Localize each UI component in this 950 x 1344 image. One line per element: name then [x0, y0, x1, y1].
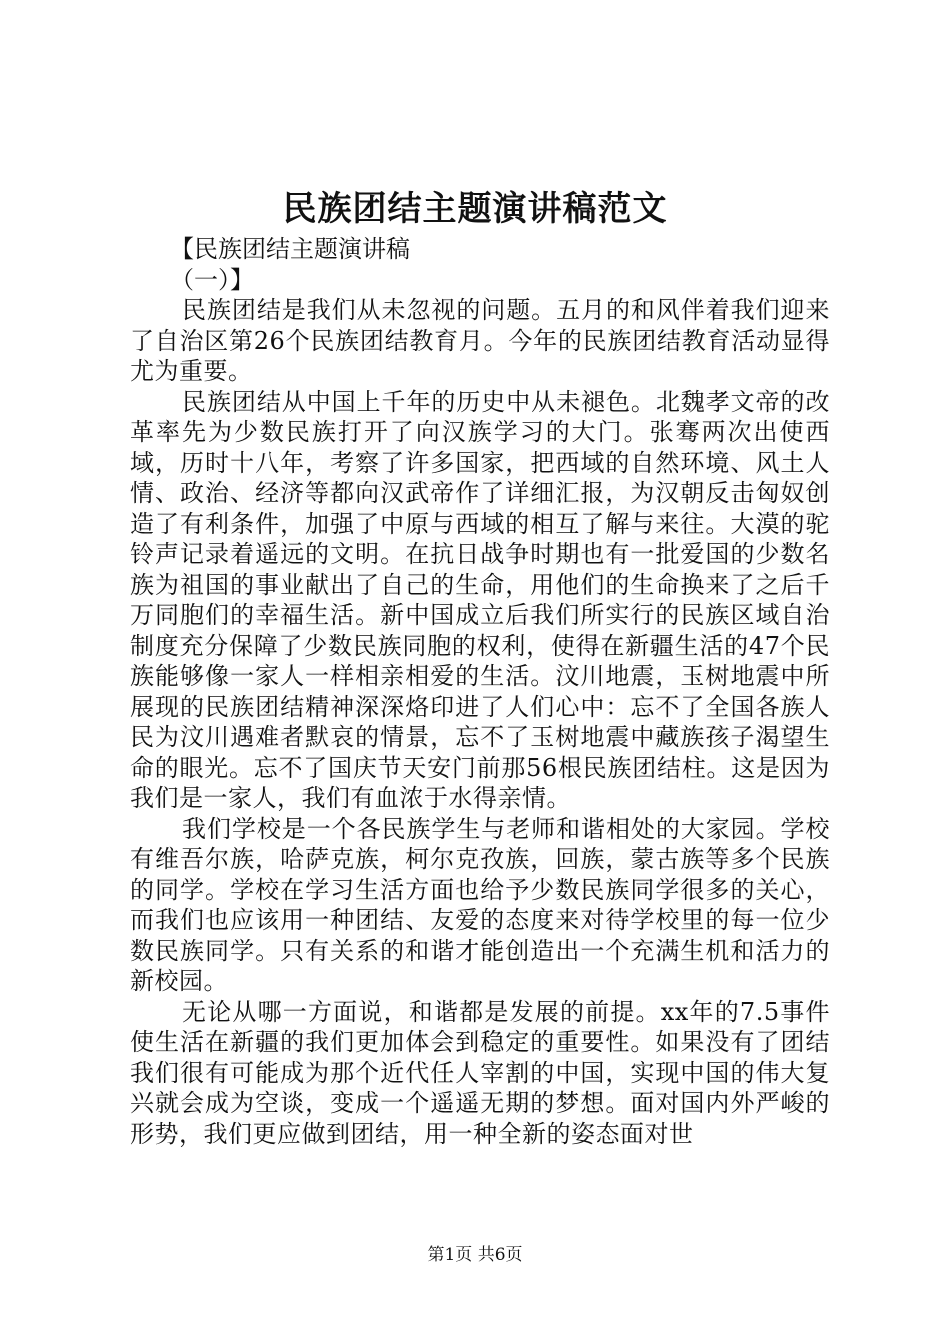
document-title: 民族团结主题演讲稿范文 [282, 189, 668, 229]
subheading-line-2: （一）】 [170, 265, 254, 294]
paragraph-4: 无论从哪一方面说，和谐都是发展的前提。xx年的7.5事件使生活在新疆的我们更加体会到稳定的重要性。如果没有了团结我们很有可能成为那个近代任人宰割的中国，实现中国的伟大复兴就会成为空谈，变成一个遥遥无期的梦想。面对国内外严峻的形势，我们更应做到团结，用一种全新的姿态面对世 [130, 997, 830, 1148]
paragraph-3: 我们学校是一个各民族学生与老师和谐相处的大家园。学校有维吾尔族，哈萨克族，柯尔克孜族，回族，蒙古族等多个民族的同学。学校在学习生活方面也给予少数民族同学很多的关心，而我们也应该用一种团结、友爱的态度来对待学校里的每一位少数民族同学。只有关系的和谐才能创造出一个充满生机和活力的新校园。 [130, 814, 830, 995]
subheading-line-1: 【民族团结主题演讲稿 [170, 235, 410, 263]
document-body [130, 234, 830, 1149]
paragraph-1: 民族团结是我们从未忽视的问题。五月的和风伴着我们迎来了自治区第26个民族团结教育月。今年的民族团结教育活动显得尤为重要。 [130, 296, 830, 385]
paragraph-2: 民族团结从中国上千年的历史中从未褪色。北魏孝文帝的改革率先为少数民族打开了向汉族学习的大门。张骞两次出使西域，历时十八年，考察了许多国家，把西域的自然环境、风土人情、政治、经济等都向汉武帝作了详细汇报，为汉朝反击匈奴创造了有利条件，加强了中原与西域的相互了解与来往。大漠的驼铃声记录着遥远的文明。在抗日战争时期也有一批爱国的少数名族为祖国的事业献出了自己的生命，用他们的生命换来了之后千万同胞们的幸福生活。新中国成立后我们所实行的民族区域自治制度充分保障了少数民族同胞的权利，使得在新疆生活的47个民族能够像一家人一样相亲相爱的生活。汶川地震，玉树地震中所展现的民族团结精神深深烙印进了人们心中：忘不了全国各族人民为汶川遇难者默哀的情景，忘不了玉树地震中藏族孩子渴望生命的眼光。忘不了国庆节天安门前那56根民族团结柱。这是因为我们是一家人，我们有血浓于水得亲情。 [130, 387, 830, 812]
page-footer: 第1页 共6页 [427, 1245, 523, 1265]
